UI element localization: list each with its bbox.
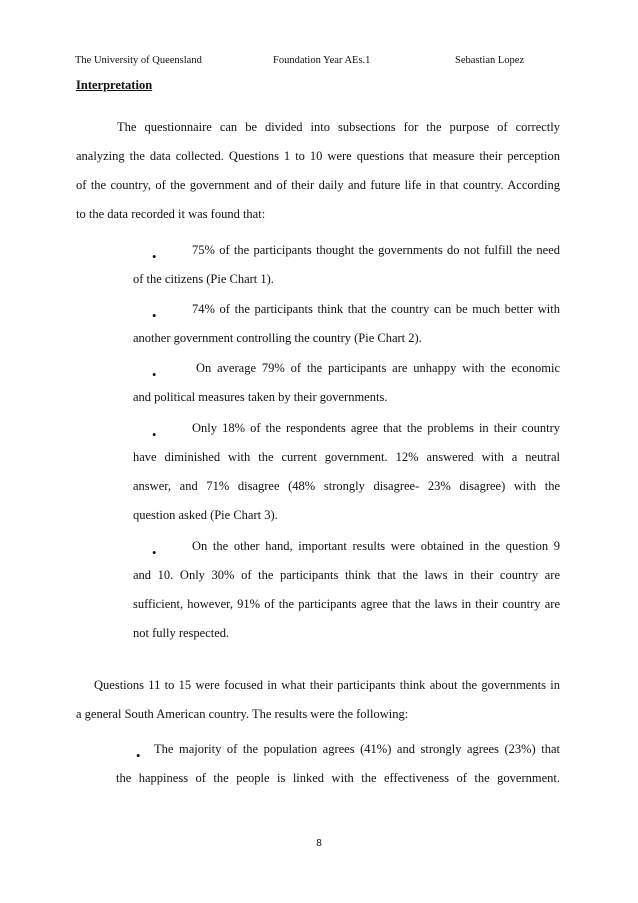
list-item-line: of the citizens (Pie Chart 1). xyxy=(133,272,274,286)
bullet-dot: • xyxy=(152,428,157,442)
bullet-dot: • xyxy=(152,309,157,323)
intro-line: The questionnaire can be divided into subsections for the purpose of correctly xyxy=(117,120,560,134)
list-item-line: the happiness of the people is linked with the effectiveness of the government. xyxy=(116,771,560,785)
list-item-line: 75% of the participants thought the governments do not fulfill the need xyxy=(192,243,560,257)
bullet-dot: • xyxy=(152,250,157,264)
second-line: a general South American country. The results were the following: xyxy=(76,707,409,721)
list-item-line: On the other hand, important results were obtained in the question 9 xyxy=(192,539,560,553)
list-item-line: have diminished with the current government. 12% answered with a neutral xyxy=(133,450,560,464)
page-number: 8 xyxy=(316,838,322,849)
list-item-line: sufficient, however, 91% of the participants agree that the laws in their country are xyxy=(133,597,560,611)
bullet-dot: • xyxy=(152,546,157,560)
list-item-line: and 10. Only 30% of the participants think that the laws in their country are xyxy=(133,568,560,582)
list-item xyxy=(76,361,560,419)
intro-paragraph xyxy=(76,113,560,229)
intro-line: of the country, of the government and of their daily and future life in that country. According xyxy=(76,178,560,192)
second-line: Questions 11 to 15 were focused in what their participants think about the governments in xyxy=(94,678,560,692)
page-header xyxy=(75,55,565,69)
list-item-line: 74% of the participants think that the country can be much better with xyxy=(192,302,560,316)
section-heading: Interpretation xyxy=(76,78,153,92)
second-paragraph xyxy=(76,671,560,729)
list-item-line: not fully respected. xyxy=(133,626,230,640)
list-item-line: Only 18% of the respondents agree that the problems in their country xyxy=(192,421,560,435)
header-course: Foundation Year AEs.1 xyxy=(273,55,371,66)
list-item-line: answer, and 71% disagree (48% strongly disagree- 23% disagree) with the xyxy=(133,479,560,493)
header-author: Sebastian Lopez xyxy=(455,55,525,66)
list-item xyxy=(76,243,560,301)
list-item-line: question asked (Pie Chart 3). xyxy=(133,508,278,522)
list-item xyxy=(76,302,560,360)
bullet-dot: • xyxy=(136,749,141,763)
list-item-line: and political measures taken by their governments. xyxy=(133,390,388,404)
list-item xyxy=(76,421,560,537)
intro-line: analyzing the data collected. Questions 1 to 10 were questions that measure their perception xyxy=(76,149,560,163)
list-item-line: another government controlling the country (Pie Chart 2). xyxy=(133,331,422,345)
header-university: The University of Queensland xyxy=(75,55,202,66)
intro-line: to the data recorded it was found that: xyxy=(76,207,266,221)
list-item xyxy=(76,539,560,655)
list-item-line: The majority of the population agrees (41%) and strongly agrees (23%) that xyxy=(154,742,560,756)
list-item xyxy=(76,742,560,800)
list-item-line: On average 79% of the participants are unhappy with the economic xyxy=(196,361,560,375)
bullet-dot: • xyxy=(152,368,157,382)
